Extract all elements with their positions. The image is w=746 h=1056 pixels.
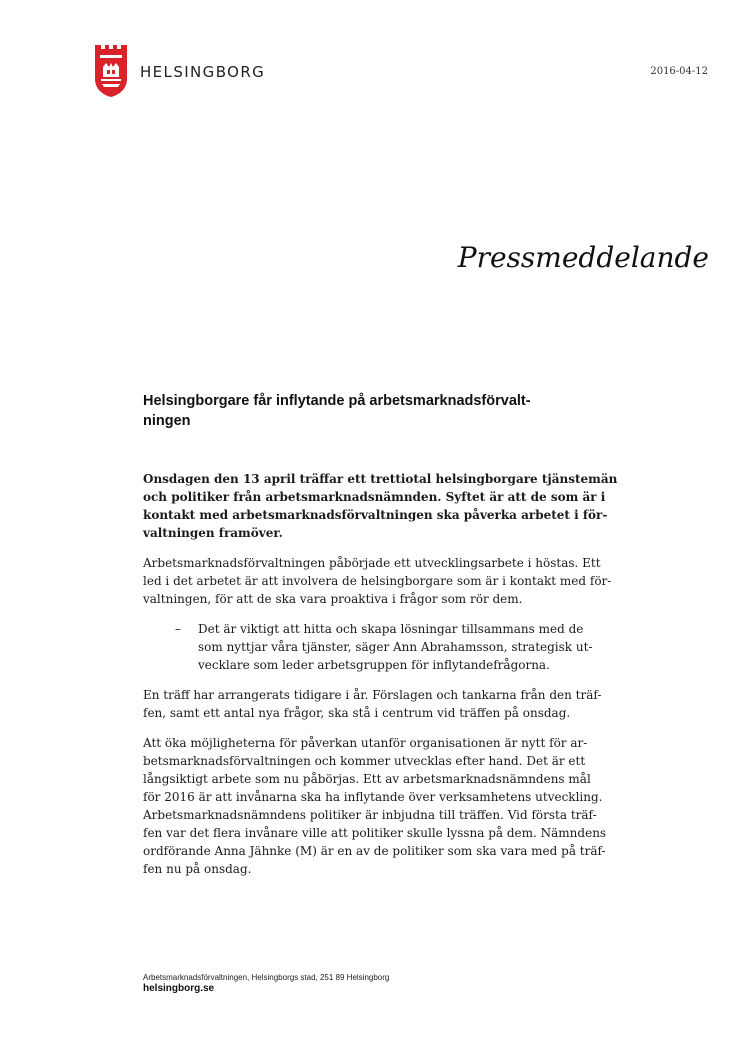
quote-dash: – [175, 622, 181, 636]
headline-line: ningen [143, 413, 191, 429]
footer-website-link[interactable]: helsingborg.se [143, 983, 215, 994]
press-release-headline [143, 391, 623, 431]
headline-line: Helsingborgare får inflytande på arbetsmarknadsförvalt- [143, 393, 531, 409]
body-paragraph: Arbetsmarknadsförvaltningen påbörjade ett utvecklingsarbete i höstas. Ett led i det arbetet är att involvera de helsingborgare som är i kontakt med för- valtningen, för att de ska vara proaktiva i frågor som rör dem. [143, 556, 612, 606]
footer-address: Arbetsmarknadsförvaltningen, Helsingborgs stad, 251 89 Helsingborg [143, 973, 390, 982]
page-footer [143, 973, 389, 995]
document-type-title: Pressmeddelande [457, 241, 709, 274]
lead-paragraph: Onsdagen den 13 april träffar ett trettiotal helsingborgare tjänstemän och politiker från arbetsmarknadsnämnden. Syftet är att de som är i kontakt med arbetsmarknadsförvaltningen ska påverka arbetet i för- valtningen framöver. [143, 472, 618, 540]
city-crest-icon [93, 43, 129, 99]
body-paragraph: Att öka möjligheterna för påverkan utanför organisationen är nytt för ar- betsmarknadsförvaltningen och kommer utvecklas efter hand. Det är ett långsiktigt arbete som nu påbörjas. Ett av arbetsmarknadsnämndens mål för 2016 är att invånarna ska ha inflytande över verksamhetens utveckling. Arbetsmarknadsnämndens politiker är inbjudna till träffen. Vid första träf- fen var det flera invånare ville att politiker skulle lyssna på dem. Nämndens ordförande Anna Jähnke (M) är en av de politiker som ska vara med på träf- fen nu på onsdag. [143, 736, 607, 876]
document-date: 2016-04-12 [650, 66, 708, 77]
helsingborg-logo [93, 43, 293, 101]
body-paragraph: En träff har arrangerats tidigare i år. Förslagen och tankarna från den träf- fen, samt ett antal nya frågor, ska stå i centrum vid träffen på onsdag. [143, 688, 602, 720]
quote-paragraph: – Det är viktigt att hitta och skapa lösningar tillsammans med de som nyttjar våra tjänster, säger Ann Abrahamsson, strategisk ut- vecklare som leder arbetsgruppen för inflytandefrågorna. [175, 622, 593, 672]
press-release-body [143, 470, 648, 890]
logo-wordmark: HELSINGBORG [140, 63, 266, 81]
